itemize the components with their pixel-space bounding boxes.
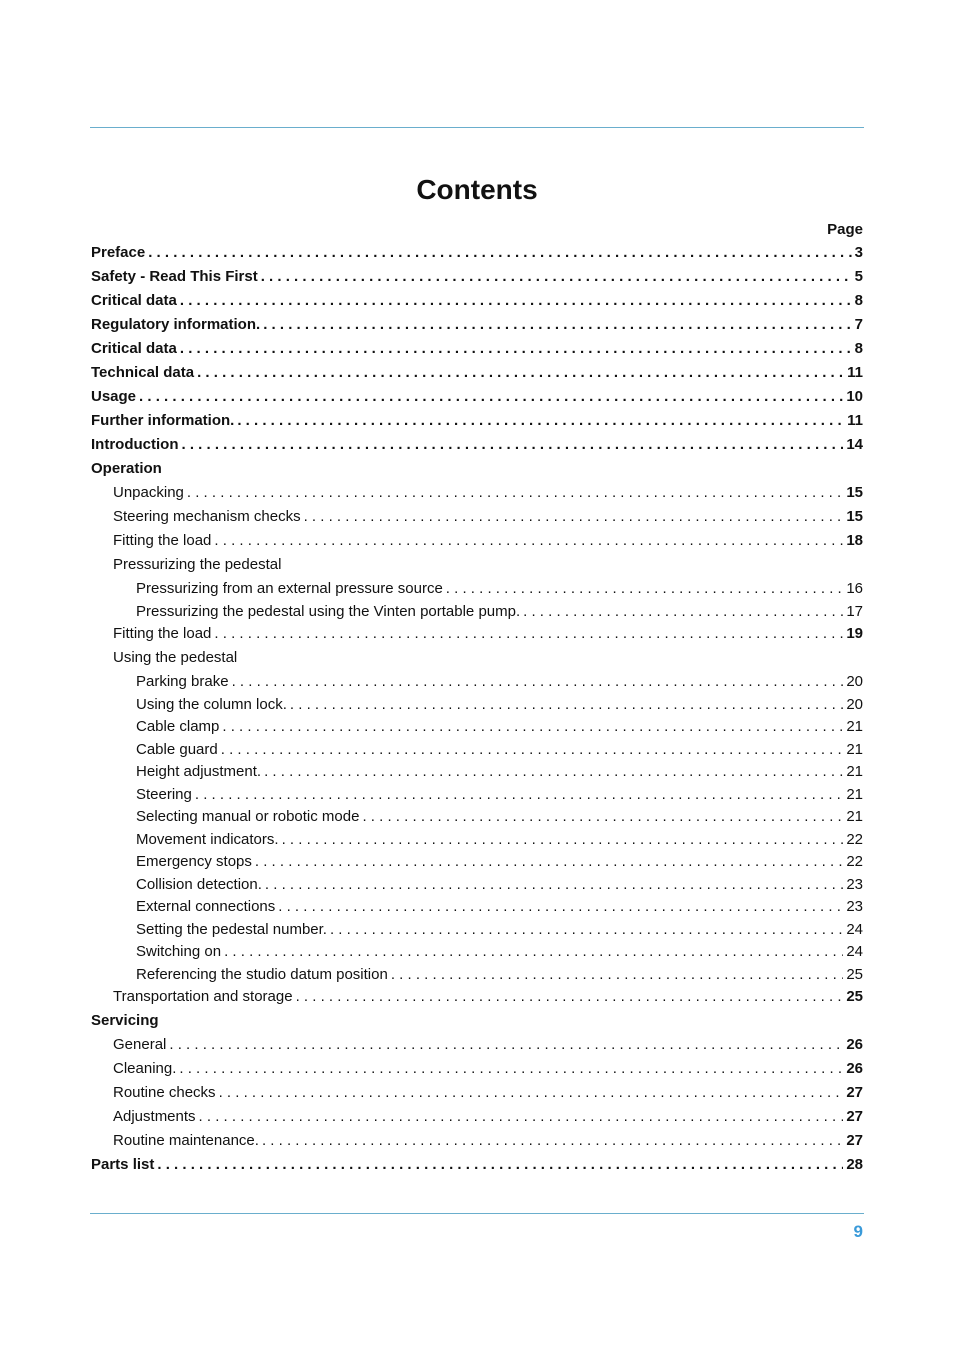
toc-entry-label: Safety - Read This First <box>91 268 258 285</box>
table-of-contents <box>90 243 863 1179</box>
toc-entry-label: Operation <box>91 460 162 477</box>
toc-entry-page: 21 <box>846 763 863 780</box>
toc-entry-label: Preface <box>91 244 146 261</box>
toc-entry[interactable] <box>90 1059 863 1083</box>
toc-entry-label: Parking brake <box>136 673 229 690</box>
toc-entry-page: 8 <box>854 292 863 309</box>
toc-entry[interactable] <box>90 315 863 339</box>
toc-entry[interactable] <box>90 483 863 507</box>
toc-entry-page: 24 <box>846 943 863 960</box>
toc-entry-page: 26 <box>846 1060 863 1077</box>
toc-leader-dots <box>265 875 843 895</box>
toc-leader-dots <box>224 942 843 962</box>
toc-entry-page: 7 <box>854 316 863 333</box>
toc-entry-page: 8 <box>854 340 863 357</box>
toc-entry-page: 15 <box>846 508 863 525</box>
toc-entry[interactable] <box>90 740 863 763</box>
toc-entry-label: Routine checks <box>113 1084 216 1101</box>
toc-entry-page: 21 <box>846 785 863 803</box>
toc-entry[interactable] <box>90 648 863 672</box>
toc-entry[interactable] <box>90 435 863 459</box>
toc-leader-dots <box>232 672 844 692</box>
toc-entry[interactable] <box>90 555 863 579</box>
toc-entry-label: Cable guard <box>136 740 218 758</box>
toc-entry-page: 15 <box>846 484 863 501</box>
toc-entry-page: 17 <box>846 602 863 620</box>
toc-leader-dots <box>296 987 844 1007</box>
toc-entry-label: Servicing <box>91 1012 159 1029</box>
toc-entry-label: Unpacking <box>113 484 184 501</box>
toc-leader-dots <box>278 897 843 917</box>
toc-entry-label: External connections <box>136 898 276 915</box>
toc-leader-dots <box>261 267 852 287</box>
toc-leader-dots <box>264 762 843 782</box>
toc-entry[interactable] <box>90 1083 863 1107</box>
page-title: Contents <box>416 174 538 205</box>
toc-entry-page: 21 <box>846 718 863 735</box>
toc-leader-dots <box>523 602 843 622</box>
toc-entry-label: Parts list <box>91 1156 155 1173</box>
toc-entry-page: 25 <box>846 988 863 1005</box>
toc-entry[interactable] <box>90 1107 863 1131</box>
toc-entry[interactable] <box>90 507 863 531</box>
toc-entry-label: Selecting manual or robotic mode <box>136 808 360 825</box>
toc-entry-page: 10 <box>846 388 863 405</box>
toc-entry-label: Critical data <box>91 292 177 309</box>
toc-entry[interactable] <box>90 897 863 920</box>
toc-entry-label: Pressurizing the pedestal <box>113 556 282 573</box>
toc-entry-label: Steering <box>136 785 192 803</box>
toc-leader-dots <box>199 1107 844 1127</box>
toc-entry-page: 20 <box>846 695 863 713</box>
toc-entry-label: Setting the pedestal number. <box>136 920 327 938</box>
toc-entry-label: Critical data <box>91 340 177 357</box>
toc-leader-dots <box>263 315 851 335</box>
toc-leader-dots <box>219 1083 844 1103</box>
toc-entry[interactable] <box>90 852 863 875</box>
toc-entry-label: Technical data <box>91 364 195 381</box>
toc-entry[interactable] <box>90 267 863 291</box>
toc-leader-dots <box>195 785 843 805</box>
toc-entry-label: Pressurizing the pedestal using the Vinten portable pump. <box>136 602 521 620</box>
toc-entry[interactable] <box>90 672 863 695</box>
toc-entry[interactable] <box>90 942 863 965</box>
toc-leader-dots <box>221 740 844 760</box>
toc-entry-page: 18 <box>846 532 863 549</box>
toc-leader-dots <box>187 483 843 503</box>
toc-entry-label: Collision detection. <box>136 875 262 893</box>
toc-entry-label: Steering mechanism checks <box>113 508 301 525</box>
toc-entry-label: Referencing the studio datum position <box>136 965 388 983</box>
toc-entry[interactable] <box>90 459 863 483</box>
toc-entry[interactable] <box>90 624 863 648</box>
toc-entry-page: 14 <box>846 436 863 453</box>
toc-leader-dots <box>181 435 843 455</box>
toc-entry-page: 20 <box>846 673 863 690</box>
toc-leader-dots <box>222 717 843 737</box>
toc-entry[interactable] <box>90 830 863 853</box>
toc-leader-dots <box>446 579 844 599</box>
toc-leader-dots <box>157 1155 843 1175</box>
toc-entry[interactable] <box>90 579 863 602</box>
toc-entry[interactable] <box>90 602 863 625</box>
toc-entry[interactable] <box>90 531 863 555</box>
toc-leader-dots <box>282 830 844 850</box>
toc-entry-label: Cable clamp <box>136 718 220 735</box>
toc-entry-label: Fitting the load <box>113 625 212 642</box>
toc-leader-dots <box>148 243 851 263</box>
toc-entry[interactable] <box>90 785 863 808</box>
toc-entry-label: Emergency stops <box>136 853 252 870</box>
toc-entry[interactable] <box>90 1131 863 1155</box>
toc-entry[interactable] <box>90 875 863 898</box>
toc-entry-label: Transportation and storage <box>113 988 293 1005</box>
toc-entry[interactable] <box>90 1035 863 1059</box>
toc-leader-dots <box>290 695 843 715</box>
toc-entry-page: 28 <box>846 1156 863 1173</box>
toc-entry-page: 25 <box>846 965 863 983</box>
page-number: 9 <box>853 1222 863 1241</box>
toc-entry-page: 26 <box>846 1036 863 1053</box>
toc-entry-page: 19 <box>846 625 863 642</box>
toc-entry-page: 27 <box>846 1132 863 1149</box>
toc-entry[interactable] <box>90 807 863 830</box>
toc-entry-label: Adjustments <box>113 1108 196 1125</box>
toc-leader-dots <box>237 411 844 431</box>
toc-entry-page: 27 <box>846 1108 863 1125</box>
toc-leader-dots <box>169 1035 843 1055</box>
toc-entry-label: Fitting the load <box>113 532 212 549</box>
toc-entry[interactable] <box>90 762 863 785</box>
toc-leader-dots <box>214 624 843 644</box>
toc-entry[interactable] <box>90 717 863 740</box>
footer-rule <box>90 1213 864 1214</box>
toc-entry[interactable] <box>90 695 863 718</box>
toc-entry-label: Cleaning. <box>113 1060 177 1077</box>
toc-leader-dots <box>197 363 844 383</box>
toc-entry[interactable] <box>90 1155 863 1179</box>
toc-entry[interactable] <box>90 363 863 387</box>
page-column-header: Page <box>827 221 863 238</box>
toc-entry-page: 21 <box>846 740 863 758</box>
toc-entry[interactable] <box>90 339 863 363</box>
toc-entry[interactable] <box>90 987 863 1011</box>
toc-leader-dots <box>180 291 852 311</box>
toc-entry[interactable] <box>90 920 863 943</box>
toc-leader-dots <box>179 1059 843 1079</box>
toc-entry-page: 16 <box>846 580 863 597</box>
toc-leader-dots <box>255 852 843 872</box>
toc-entry-label: Routine maintenance. <box>113 1132 259 1149</box>
toc-leader-dots <box>391 965 843 985</box>
toc-entry-label: General <box>113 1036 167 1053</box>
toc-entry[interactable] <box>90 243 863 267</box>
toc-entry-label: Switching on <box>136 943 222 960</box>
toc-leader-dots <box>214 531 843 551</box>
toc-entry-page: 23 <box>846 875 863 893</box>
toc-entry-page: 3 <box>854 244 863 261</box>
toc-entry-page: 22 <box>846 830 863 848</box>
toc-entry-page: 5 <box>854 268 863 285</box>
header-rule <box>90 127 864 128</box>
toc-entry-label: Usage <box>91 388 137 405</box>
toc-entry[interactable] <box>90 411 863 435</box>
toc-entry-label: Height adjustment. <box>136 763 262 780</box>
toc-entry[interactable] <box>90 965 863 988</box>
toc-entry-page: 23 <box>846 898 863 915</box>
toc-entry[interactable] <box>90 387 863 411</box>
toc-entry-label: Further information. <box>91 412 235 429</box>
toc-leader-dots <box>330 920 843 940</box>
toc-leader-dots <box>262 1131 843 1151</box>
toc-entry-page: 27 <box>846 1084 863 1101</box>
toc-entry-label: Movement indicators. <box>136 830 279 848</box>
toc-entry-page: 21 <box>846 808 863 825</box>
toc-leader-dots <box>362 807 843 827</box>
toc-entry-page: 24 <box>846 920 863 938</box>
toc-entry-label: Using the pedestal <box>113 649 238 666</box>
toc-entry-page: 11 <box>847 364 863 381</box>
toc-entry-label: Regulatory information. <box>91 316 261 333</box>
toc-entry[interactable] <box>90 291 863 315</box>
toc-entry-label: Introduction <box>91 436 179 453</box>
toc-entry-page: 11 <box>847 412 863 429</box>
toc-leader-dots <box>304 507 844 527</box>
toc-leader-dots <box>180 339 852 359</box>
toc-leader-dots <box>139 387 843 407</box>
toc-entry-page: 22 <box>846 853 863 870</box>
toc-entry-label: Using the column lock. <box>136 695 287 713</box>
toc-entry-label: Pressurizing from an external pressure source <box>136 580 443 597</box>
toc-entry[interactable] <box>90 1011 863 1035</box>
